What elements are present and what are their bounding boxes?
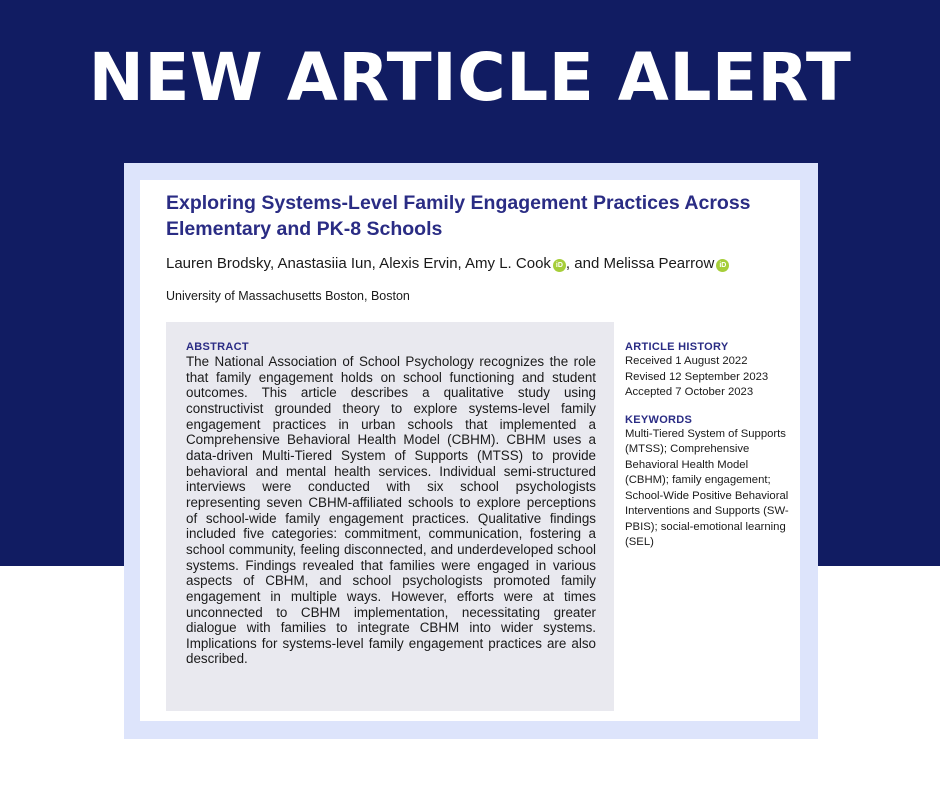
abstract-text: The National Association of School Psychology recognizes the role that family engagement holds on school functioning and student outcomes. This article describes a qualitative study using constructivist grounded theory to explore systems-level family engagement practices in urban schools that implemented a Comprehensive Behavioral Health Model (CBHM). CBHM uses a data-driven Multi-Tiered System of Supports (MTSS) to provide behavioral and mental health services. Individual semi-structured interviews were conducted with six school psychologists representing seven CBHM-affiliated schools to explore perceptions of school-wide family engagement practices. Qualitative findings included five categories: commitment, communication, fostering a school community, feeling disconnected, and underdeveloped school systems. Findings revealed that families were engaged in various aspects of CBHM, and school psychologists promoted family engagement in multiple ways. However, efforts were at times unconnected to CBHM implementation, necessitating greater dialogue with families to integrate CBHM into wider systems. Implications for systems-level family engagement practices are also described. bbox=[186, 354, 596, 667]
article-history-heading: ARTICLE HISTORY bbox=[625, 341, 729, 353]
received-date: Received 1 August 2022 bbox=[625, 355, 748, 367]
accepted-date: Accepted 7 October 2023 bbox=[625, 386, 754, 398]
authors-text-end: , and Melissa Pearrow bbox=[565, 255, 715, 272]
keywords-heading: KEYWORDS bbox=[625, 413, 693, 426]
article-card bbox=[140, 180, 800, 721]
authors-text: Lauren Brodsky, Anastasiia Iun, Alexis Ervin, Amy L. Cook bbox=[166, 255, 551, 272]
article-sidebar bbox=[625, 340, 795, 551]
author-list bbox=[166, 254, 796, 274]
abstract-box bbox=[166, 322, 614, 711]
orcid-icon[interactable]: iD bbox=[716, 259, 729, 272]
affiliation: University of Massachusetts Boston, Boston bbox=[166, 289, 410, 303]
revised-date: Revised 12 September 2023 bbox=[625, 370, 769, 383]
keywords-text: Multi-Tiered System of Supports (MTSS); Comprehensive Behavioral Health Model (CBHM); family engagement; School-Wide Positive Behavioral Interventions and Supports (SW-PBIS); social-emotional learning (SEL) bbox=[625, 427, 789, 548]
headline: NEW ARTICLE ALERT bbox=[88, 39, 852, 116]
article-title: Exploring Systems-Level Family Engagement Practices Across Elementary and PK-8 Schools bbox=[166, 192, 751, 240]
abstract-heading: ABSTRACT bbox=[186, 341, 249, 353]
orcid-icon[interactable]: iD bbox=[553, 259, 566, 272]
